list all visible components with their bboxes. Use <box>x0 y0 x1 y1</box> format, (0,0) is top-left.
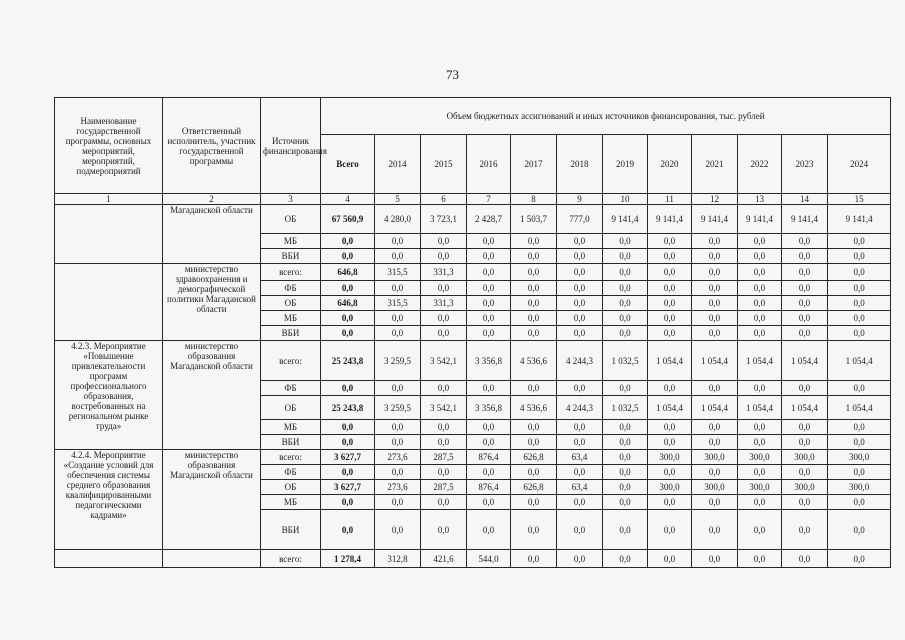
value-cell: 0,0 <box>557 234 603 249</box>
value-cell: 876,4 <box>467 480 511 495</box>
value-cell: 0,0 <box>692 296 738 311</box>
value-cell: 0,0 <box>511 311 557 326</box>
value-cell: 0,0 <box>467 249 511 264</box>
value-cell: 0,0 <box>738 435 782 450</box>
value-cell: 0,0 <box>375 465 421 480</box>
source-cell: МБ <box>261 311 321 326</box>
value-cell: 1 054,4 <box>648 396 692 420</box>
value-cell: 0,0 <box>467 264 511 281</box>
value-cell: 1 054,4 <box>782 341 828 381</box>
value-cell: 0,0 <box>692 495 738 510</box>
value-cell: 300,0 <box>738 480 782 495</box>
value-cell: 0,0 <box>782 495 828 510</box>
value-cell: 0,0 <box>421 234 467 249</box>
value-cell: 0,0 <box>511 495 557 510</box>
value-cell: 0,0 <box>692 381 738 396</box>
program-name-cell <box>55 205 163 264</box>
value-cell: 312,8 <box>375 550 421 568</box>
total-cell: 646,8 <box>321 296 375 311</box>
column-number: 13 <box>738 194 782 205</box>
value-cell: 0,0 <box>782 510 828 550</box>
total-cell: 25 243,8 <box>321 396 375 420</box>
program-name-cell: 4.2.4. Мероприятие «Создание условий для обеспечения системы среднего образования квалифицированными педагогическими кадрами» <box>55 450 163 550</box>
value-cell: 0,0 <box>828 326 891 341</box>
column-numbers-row <box>55 194 891 205</box>
value-cell: 0,0 <box>603 510 648 550</box>
value-cell: 1 054,4 <box>828 396 891 420</box>
value-cell: 9 141,4 <box>782 205 828 234</box>
value-cell: 331,3 <box>421 264 467 281</box>
header-year: 2021 <box>692 135 738 194</box>
value-cell: 0,0 <box>603 296 648 311</box>
value-cell: 0,0 <box>467 435 511 450</box>
source-cell: всего: <box>261 450 321 465</box>
value-cell: 0,0 <box>603 495 648 510</box>
value-cell: 0,0 <box>557 311 603 326</box>
value-cell: 331,3 <box>421 296 467 311</box>
value-cell: 0,0 <box>738 326 782 341</box>
executor-cell: Магаданской области <box>163 205 261 264</box>
value-cell: 0,0 <box>511 435 557 450</box>
value-cell: 3 723,1 <box>421 205 467 234</box>
value-cell: 287,5 <box>421 450 467 465</box>
total-cell: 0,0 <box>321 435 375 450</box>
table-row <box>55 450 891 465</box>
value-cell: 3 356,8 <box>467 341 511 381</box>
value-cell: 0,0 <box>692 420 738 435</box>
column-number: 14 <box>782 194 828 205</box>
value-cell: 273,6 <box>375 480 421 495</box>
value-cell: 0,0 <box>648 249 692 264</box>
header-executor: Ответственный исполнитель, участник государственной программы <box>163 98 261 194</box>
value-cell: 0,0 <box>782 296 828 311</box>
value-cell: 9 141,4 <box>692 205 738 234</box>
value-cell: 0,0 <box>603 281 648 296</box>
source-cell: ФБ <box>261 381 321 396</box>
value-cell: 1 032,5 <box>603 396 648 420</box>
value-cell: 0,0 <box>467 281 511 296</box>
value-cell: 0,0 <box>421 465 467 480</box>
value-cell: 2 428,7 <box>467 205 511 234</box>
value-cell: 0,0 <box>738 550 782 568</box>
value-cell: 0,0 <box>557 249 603 264</box>
page-number: 73 <box>446 67 459 82</box>
value-cell: 63,4 <box>557 480 603 495</box>
value-cell: 0,0 <box>828 249 891 264</box>
value-cell: 0,0 <box>782 311 828 326</box>
value-cell: 0,0 <box>375 435 421 450</box>
value-cell: 0,0 <box>692 281 738 296</box>
program-name-cell <box>55 550 163 568</box>
value-cell: 0,0 <box>828 234 891 249</box>
value-cell: 0,0 <box>511 326 557 341</box>
program-name-cell <box>55 264 163 341</box>
source-cell: ВБИ <box>261 326 321 341</box>
value-cell: 1 054,4 <box>828 341 891 381</box>
value-cell: 0,0 <box>738 465 782 480</box>
source-cell: ВБИ <box>261 435 321 450</box>
value-cell: 0,0 <box>738 264 782 281</box>
value-cell: 626,8 <box>511 480 557 495</box>
budget-table <box>54 97 891 568</box>
value-cell: 0,0 <box>692 311 738 326</box>
value-cell: 300,0 <box>692 480 738 495</box>
value-cell: 0,0 <box>782 264 828 281</box>
value-cell: 0,0 <box>738 234 782 249</box>
value-cell: 0,0 <box>648 311 692 326</box>
total-cell: 0,0 <box>321 234 375 249</box>
value-cell: 0,0 <box>738 249 782 264</box>
value-cell: 0,0 <box>782 249 828 264</box>
header-year: 2022 <box>738 135 782 194</box>
value-cell: 0,0 <box>467 311 511 326</box>
source-cell: МБ <box>261 234 321 249</box>
value-cell: 0,0 <box>511 296 557 311</box>
value-cell: 0,0 <box>692 435 738 450</box>
total-cell: 0,0 <box>321 249 375 264</box>
value-cell: 0,0 <box>511 249 557 264</box>
value-cell: 3 259,5 <box>375 396 421 420</box>
value-cell: 0,0 <box>421 381 467 396</box>
header-year: 2014 <box>375 135 421 194</box>
value-cell: 0,0 <box>375 281 421 296</box>
total-cell: 0,0 <box>321 510 375 550</box>
value-cell: 0,0 <box>648 495 692 510</box>
value-cell: 1 054,4 <box>648 341 692 381</box>
value-cell: 0,0 <box>648 420 692 435</box>
source-cell: ОБ <box>261 480 321 495</box>
column-number: 2 <box>163 194 261 205</box>
value-cell: 0,0 <box>603 264 648 281</box>
value-cell: 0,0 <box>511 465 557 480</box>
value-cell: 0,0 <box>467 495 511 510</box>
value-cell: 0,0 <box>467 510 511 550</box>
value-cell: 4 536,6 <box>511 396 557 420</box>
value-cell: 300,0 <box>828 450 891 465</box>
value-cell: 1 054,4 <box>692 341 738 381</box>
value-cell: 0,0 <box>648 264 692 281</box>
total-cell: 0,0 <box>321 420 375 435</box>
value-cell: 0,0 <box>603 435 648 450</box>
header-year: 2016 <box>467 135 511 194</box>
value-cell: 0,0 <box>421 281 467 296</box>
column-number: 5 <box>375 194 421 205</box>
value-cell: 0,0 <box>511 281 557 296</box>
value-cell: 0,0 <box>828 381 891 396</box>
value-cell: 0,0 <box>557 465 603 480</box>
value-cell: 300,0 <box>692 450 738 465</box>
value-cell: 0,0 <box>692 326 738 341</box>
value-cell: 0,0 <box>782 435 828 450</box>
source-cell: ФБ <box>261 281 321 296</box>
header-year: 2015 <box>421 135 467 194</box>
column-number: 3 <box>261 194 321 205</box>
value-cell: 3 356,8 <box>467 396 511 420</box>
value-cell: 0,0 <box>467 234 511 249</box>
value-cell: 0,0 <box>692 234 738 249</box>
value-cell: 0,0 <box>511 510 557 550</box>
value-cell: 0,0 <box>603 550 648 568</box>
value-cell: 0,0 <box>692 264 738 281</box>
table-row <box>55 341 891 381</box>
header-source: Источник финансирования <box>261 98 321 194</box>
value-cell: 0,0 <box>557 264 603 281</box>
value-cell: 0,0 <box>828 264 891 281</box>
value-cell: 0,0 <box>511 234 557 249</box>
value-cell: 0,0 <box>738 281 782 296</box>
column-number: 7 <box>467 194 511 205</box>
column-number: 8 <box>511 194 557 205</box>
value-cell: 0,0 <box>738 311 782 326</box>
value-cell: 0,0 <box>557 495 603 510</box>
value-cell: 0,0 <box>421 435 467 450</box>
value-cell: 0,0 <box>511 381 557 396</box>
column-number: 10 <box>603 194 648 205</box>
value-cell: 0,0 <box>738 296 782 311</box>
value-cell: 0,0 <box>511 420 557 435</box>
header-year: 2019 <box>603 135 648 194</box>
total-cell: 0,0 <box>321 381 375 396</box>
value-cell: 0,0 <box>828 510 891 550</box>
value-cell: 300,0 <box>782 450 828 465</box>
value-cell: 1 503,7 <box>511 205 557 234</box>
total-cell: 25 243,8 <box>321 341 375 381</box>
value-cell: 0,0 <box>828 495 891 510</box>
value-cell: 0,0 <box>692 465 738 480</box>
total-cell: 646,8 <box>321 264 375 281</box>
value-cell: 4 280,0 <box>375 205 421 234</box>
header-year: 2023 <box>782 135 828 194</box>
value-cell: 421,6 <box>421 550 467 568</box>
value-cell: 0,0 <box>557 326 603 341</box>
value-cell: 0,0 <box>603 234 648 249</box>
value-cell: 0,0 <box>828 281 891 296</box>
value-cell: 0,0 <box>648 234 692 249</box>
column-number: 12 <box>692 194 738 205</box>
value-cell: 273,6 <box>375 450 421 465</box>
source-cell: ОБ <box>261 396 321 420</box>
column-number: 9 <box>557 194 603 205</box>
value-cell: 0,0 <box>738 381 782 396</box>
value-cell: 4 536,6 <box>511 341 557 381</box>
value-cell: 0,0 <box>375 234 421 249</box>
value-cell: 0,0 <box>828 465 891 480</box>
value-cell: 0,0 <box>603 420 648 435</box>
executor-cell: министерство образования Магаданской области <box>163 450 261 550</box>
value-cell: 300,0 <box>782 480 828 495</box>
value-cell: 0,0 <box>603 311 648 326</box>
value-cell: 0,0 <box>557 420 603 435</box>
value-cell: 0,0 <box>648 465 692 480</box>
value-cell: 0,0 <box>467 381 511 396</box>
value-cell: 0,0 <box>692 510 738 550</box>
value-cell: 0,0 <box>782 465 828 480</box>
program-name-cell: 4.2.3. Мероприятие «Повышение привлекательности программ профессионального образования, востребованных на региональном рынке труда» <box>55 341 163 450</box>
value-cell: 287,5 <box>421 480 467 495</box>
value-cell: 876,4 <box>467 450 511 465</box>
value-cell: 0,0 <box>467 420 511 435</box>
executor-cell: министерство здравоохранения и демографической политики Магаданской области <box>163 264 261 341</box>
source-cell: МБ <box>261 495 321 510</box>
total-cell: 3 627,7 <box>321 480 375 495</box>
value-cell: 0,0 <box>648 281 692 296</box>
source-cell: ОБ <box>261 296 321 311</box>
value-cell: 0,0 <box>648 510 692 550</box>
source-cell: МБ <box>261 420 321 435</box>
total-cell: 3 627,7 <box>321 450 375 465</box>
value-cell: 0,0 <box>828 296 891 311</box>
value-cell: 300,0 <box>828 480 891 495</box>
value-cell: 544,0 <box>467 550 511 568</box>
header-year: 2020 <box>648 135 692 194</box>
value-cell: 0,0 <box>375 510 421 550</box>
column-number: 15 <box>828 194 891 205</box>
header-financing: Объем бюджетных ассигнований и иных источников финансирования, тыс. рублей <box>321 98 891 135</box>
source-cell: всего: <box>261 264 321 281</box>
value-cell: 0,0 <box>421 326 467 341</box>
value-cell: 300,0 <box>648 480 692 495</box>
value-cell: 0,0 <box>782 326 828 341</box>
value-cell: 1 054,4 <box>738 396 782 420</box>
value-cell: 0,0 <box>467 465 511 480</box>
source-cell: ФБ <box>261 465 321 480</box>
value-cell: 0,0 <box>648 381 692 396</box>
value-cell: 0,0 <box>375 311 421 326</box>
value-cell: 4 244,3 <box>557 341 603 381</box>
header-year: 2018 <box>557 135 603 194</box>
value-cell: 0,0 <box>738 420 782 435</box>
total-cell: 0,0 <box>321 326 375 341</box>
executor-cell: министерство образования Магаданской области <box>163 341 261 450</box>
source-cell: всего: <box>261 550 321 568</box>
value-cell: 0,0 <box>467 296 511 311</box>
value-cell: 300,0 <box>648 450 692 465</box>
header-total: Всего <box>321 135 375 194</box>
value-cell: 0,0 <box>375 420 421 435</box>
value-cell: 0,0 <box>782 234 828 249</box>
value-cell: 0,0 <box>603 480 648 495</box>
value-cell: 0,0 <box>782 550 828 568</box>
source-cell: ВБИ <box>261 249 321 264</box>
value-cell: 0,0 <box>421 249 467 264</box>
value-cell: 0,0 <box>557 296 603 311</box>
value-cell: 9 141,4 <box>648 205 692 234</box>
value-cell: 9 141,4 <box>603 205 648 234</box>
value-cell: 0,0 <box>648 326 692 341</box>
table-row <box>55 550 891 568</box>
executor-cell <box>163 550 261 568</box>
value-cell: 0,0 <box>603 465 648 480</box>
value-cell: 0,0 <box>782 381 828 396</box>
value-cell: 0,0 <box>421 420 467 435</box>
value-cell: 0,0 <box>557 381 603 396</box>
value-cell: 0,0 <box>828 311 891 326</box>
value-cell: 3 542,1 <box>421 341 467 381</box>
total-cell: 0,0 <box>321 495 375 510</box>
source-cell: ОБ <box>261 205 321 234</box>
value-cell: 0,0 <box>603 450 648 465</box>
value-cell: 0,0 <box>557 281 603 296</box>
value-cell: 0,0 <box>557 550 603 568</box>
value-cell: 0,0 <box>738 510 782 550</box>
value-cell: 0,0 <box>557 435 603 450</box>
value-cell: 0,0 <box>648 435 692 450</box>
total-cell: 67 560,9 <box>321 205 375 234</box>
value-cell: 3 259,5 <box>375 341 421 381</box>
value-cell: 1 054,4 <box>738 341 782 381</box>
value-cell: 0,0 <box>692 550 738 568</box>
header-year: 2017 <box>511 135 557 194</box>
value-cell: 0,0 <box>828 435 891 450</box>
value-cell: 0,0 <box>421 311 467 326</box>
value-cell: 0,0 <box>603 326 648 341</box>
value-cell: 0,0 <box>828 420 891 435</box>
total-cell: 0,0 <box>321 465 375 480</box>
value-cell: 0,0 <box>421 510 467 550</box>
value-cell: 0,0 <box>375 326 421 341</box>
value-cell: 0,0 <box>782 281 828 296</box>
table-row <box>55 264 891 281</box>
value-cell: 1 054,4 <box>692 396 738 420</box>
value-cell: 777,0 <box>557 205 603 234</box>
value-cell: 3 542,1 <box>421 396 467 420</box>
value-cell: 0,0 <box>467 326 511 341</box>
value-cell: 4 244,3 <box>557 396 603 420</box>
total-cell: 1 278,4 <box>321 550 375 568</box>
value-cell: 9 141,4 <box>738 205 782 234</box>
value-cell: 0,0 <box>375 495 421 510</box>
value-cell: 0,0 <box>511 550 557 568</box>
total-cell: 0,0 <box>321 311 375 326</box>
value-cell: 0,0 <box>603 381 648 396</box>
header-year: 2024 <box>828 135 891 194</box>
value-cell: 0,0 <box>692 249 738 264</box>
column-number: 11 <box>648 194 692 205</box>
value-cell: 300,0 <box>738 450 782 465</box>
value-cell: 0,0 <box>557 510 603 550</box>
column-number: 6 <box>421 194 467 205</box>
value-cell: 0,0 <box>375 249 421 264</box>
value-cell: 0,0 <box>421 495 467 510</box>
value-cell: 0,0 <box>648 296 692 311</box>
column-number: 1 <box>55 194 163 205</box>
value-cell: 0,0 <box>511 264 557 281</box>
value-cell: 0,0 <box>738 495 782 510</box>
value-cell: 1 054,4 <box>782 396 828 420</box>
value-cell: 626,8 <box>511 450 557 465</box>
source-cell: ВБИ <box>261 510 321 550</box>
source-cell: всего: <box>261 341 321 381</box>
value-cell: 0,0 <box>648 550 692 568</box>
value-cell: 0,0 <box>375 381 421 396</box>
value-cell: 63,4 <box>557 450 603 465</box>
value-cell: 0,0 <box>828 550 891 568</box>
value-cell: 0,0 <box>782 420 828 435</box>
value-cell: 9 141,4 <box>828 205 891 234</box>
value-cell: 315,5 <box>375 264 421 281</box>
table-row <box>55 205 891 234</box>
header-program-name: Наименование государственной программы, основных мероприятий, мероприятий, подмероприятий <box>55 98 163 194</box>
column-number: 4 <box>321 194 375 205</box>
value-cell: 1 032,5 <box>603 341 648 381</box>
total-cell: 0,0 <box>321 281 375 296</box>
value-cell: 315,5 <box>375 296 421 311</box>
value-cell: 0,0 <box>603 249 648 264</box>
